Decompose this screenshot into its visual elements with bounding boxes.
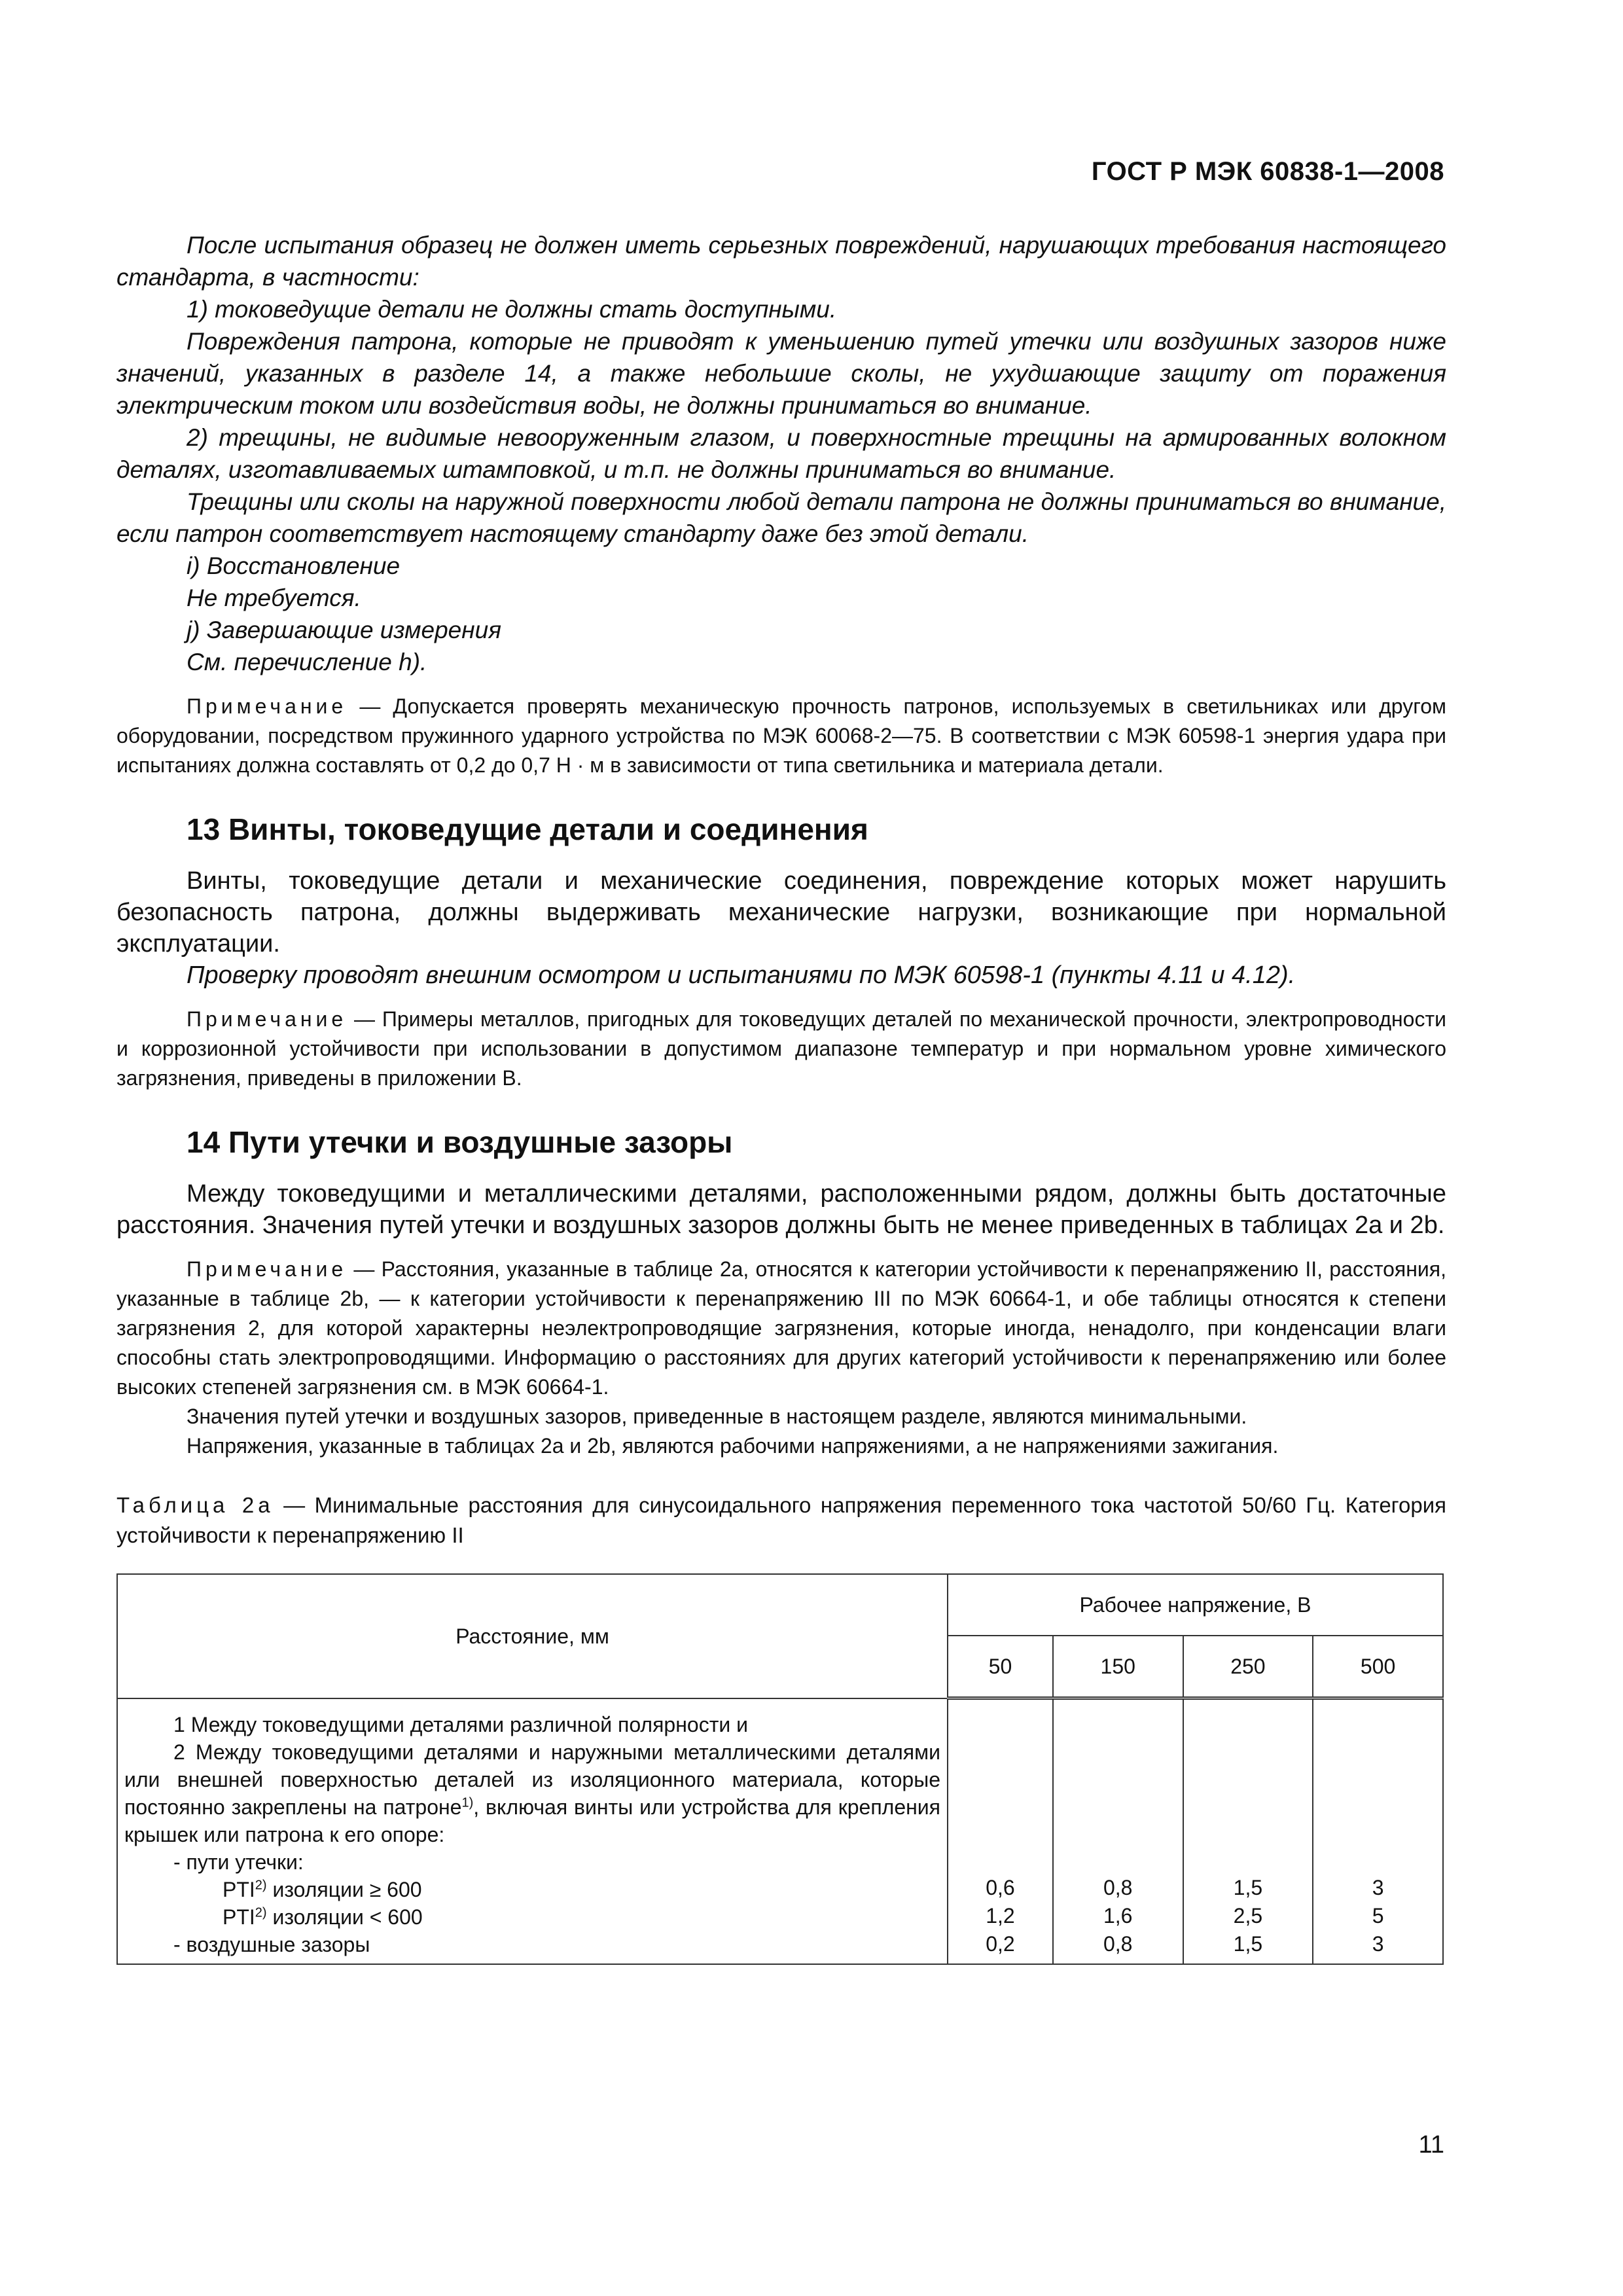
row-line: - пути утечки: bbox=[173, 1850, 304, 1874]
table-cell: 3 bbox=[1372, 1875, 1384, 1899]
voltage-header: 500 bbox=[1313, 1636, 1443, 1698]
column-header-distance: Расстояние, мм bbox=[117, 1574, 948, 1698]
table-cell: 0,8 bbox=[1103, 1931, 1133, 1956]
paragraph: Не требуется. bbox=[187, 584, 361, 611]
note-text: — Примеры металлов, пригодных для токоведущих деталей по механической прочности, электропроводности и коррозионной устойчивости при использовании в допустимом диапазоне температур и при нормальном уровне химического загрязнения, приведены в приложении В. bbox=[116, 1007, 1446, 1090]
paragraph: Трещины или сколы на наружной поверхности любой детали патрона не должны приниматься во внимание, если патрон соответствует настоящему стандарту даже без этой детали. bbox=[116, 488, 1446, 547]
note-label: Примечание bbox=[187, 1257, 348, 1281]
table-cell: 0,6 bbox=[986, 1875, 1015, 1899]
value-column bbox=[1313, 1698, 1443, 1964]
list-item: 1) токоведущие детали не должны стать доступными. bbox=[187, 296, 837, 323]
note-label: Примечание bbox=[187, 694, 348, 718]
note-text: — Расстояния, указанные в таблице 2a, относятся к категории устойчивости к перенапряжению II, расстояния, указанные в таблице 2b, — к категории устойчивости к перенапряжению III по МЭК 60664-1, и обе таблицы относятся к степени загрязнения 2, для которой характерны неэлектропроводящие загрязнения, которые иногда, ненадолго, при конденсации влаги способны стать электропроводящими. Информацию о расстояниях для других категорий устойчивости к перенапряжению или более высоких степеней загрязнения см. в МЭК 60664-1. bbox=[116, 1257, 1447, 1399]
table-caption-label: Таблица 2а bbox=[116, 1493, 274, 1517]
table-cell: 2,5 bbox=[1233, 1903, 1263, 1928]
row-line: PTI$^{2)}$ изоляции < 600 bbox=[223, 1905, 423, 1929]
page-number: 11 bbox=[1418, 2131, 1444, 2159]
voltage-header: 150 bbox=[1053, 1636, 1183, 1698]
paragraph: Винты, токоведущие детали и механические соединения, повреждение которых может нарушить безопасность патрона, должны выдерживать механические нагрузки, возникающие при нормальной эксплуатации. bbox=[116, 867, 1446, 958]
table-cell: 3 bbox=[1372, 1931, 1384, 1956]
list-item: 2) трещины, не видимые невооруженным глазом, и поверхностные трещины на армированных волокном деталях, изготавливаемых штамповкой, и т.п. не должны приниматься во внимание. bbox=[116, 424, 1446, 483]
table-row bbox=[117, 1698, 1443, 1964]
row-line: 1 Между токоведущими деталями различной полярности и bbox=[173, 1712, 748, 1736]
list-item: j) Завершающие измерения bbox=[187, 617, 501, 643]
note-label: Примечание bbox=[187, 1007, 348, 1031]
paragraph: Напряжения, указанные в таблицах 2a и 2b, являются рабочими напряжениями, а не напряжениями зажигания. bbox=[187, 1434, 1279, 1458]
table-cell: 1,6 bbox=[1103, 1903, 1133, 1928]
voltage-header: 250 bbox=[1183, 1636, 1313, 1698]
document-code: ГОСТ Р МЭК 60838-1—2008 bbox=[1091, 157, 1444, 186]
voltage-header: 50 bbox=[948, 1636, 1053, 1698]
row-line: 2 Между токоведущими деталями и наружными металлическими деталями или внешней поверхностью деталей из изоляционного материала, которые постоянно закреплены на патроне$^{1)}$, включая винты или устройства для крепления крышек или патрона к его опоре: bbox=[124, 1740, 941, 1846]
table-cell: 1,5 bbox=[1233, 1875, 1263, 1899]
note-text: — Допускается проверять механическую прочность патронов, используемых в светильниках или другом оборудовании, посредством пружинного ударного устройства по МЭК 60068-2—75. В соответствии с МЭК 60598-1 энергия удара при испытаниях должна составлять от 0,2 до 0,7 Н · м в зависимости от типа светильника и материала детали. bbox=[116, 694, 1446, 777]
note bbox=[116, 1255, 1446, 1402]
distance-table bbox=[116, 1573, 1444, 1965]
page-content bbox=[116, 229, 1446, 1965]
row-line: PTI$^{2)}$ изоляции ≥ 600 bbox=[223, 1877, 422, 1901]
section-heading: 14 Пути утечки и воздушные зазоры bbox=[187, 1125, 733, 1159]
table-caption-text: — Минимальные расстояния для синусоидального напряжения переменного тока частотой 50/60 Гц. Категория устойчивости к перенапряжению II bbox=[116, 1493, 1446, 1547]
table-cell: 0,2 bbox=[986, 1931, 1015, 1956]
list-item: i) Восстановление bbox=[187, 552, 401, 579]
note bbox=[116, 692, 1446, 780]
note bbox=[116, 1005, 1446, 1093]
table-cell: 5 bbox=[1372, 1903, 1384, 1928]
paragraph: Между токоведущими и металлическими деталями, расположенными рядом, должны быть достаточные расстояния. Значения путей утечки и воздушных зазоров должны быть не менее приведенных в таблицах 2a и 2b. bbox=[116, 1180, 1446, 1239]
paragraph: См. перечисление h). bbox=[187, 649, 427, 675]
column-header-voltage: Рабочее напряжение, В bbox=[948, 1574, 1443, 1636]
value-column bbox=[1053, 1698, 1183, 1964]
paragraph: Проверку проводят внешним осмотром и испытаниями по МЭК 60598-1 (пункты 4.11 и 4.12). bbox=[187, 961, 1296, 989]
value-column bbox=[948, 1698, 1053, 1964]
paragraph: После испытания образец не должен иметь серьезных повреждений, нарушающих требования настоящего стандарта, в частности: bbox=[116, 232, 1446, 291]
table-cell: 1,5 bbox=[1233, 1931, 1263, 1956]
paragraph: Значения путей утечки и воздушных зазоров, приведенные в настоящем разделе, являются минимальными. bbox=[187, 1405, 1247, 1428]
value-column bbox=[1183, 1698, 1313, 1964]
row-line: - воздушные зазоры bbox=[173, 1932, 370, 1956]
paragraph: Повреждения патрона, которые не приводят к уменьшению путей утечки или воздушных зазоров ниже значений, указанных в разделе 14, а также небольшие сколы, не ухудшающие защиту от поражения электрическим током или воздействия воды, не должны приниматься во внимание. bbox=[116, 328, 1446, 419]
row-description bbox=[117, 1698, 948, 1964]
section-heading: 13 Винты, токоведущие детали и соединения bbox=[187, 812, 868, 846]
table-caption bbox=[116, 1490, 1446, 1551]
table-cell: 0,8 bbox=[1103, 1875, 1133, 1899]
table-cell: 1,2 bbox=[986, 1903, 1015, 1928]
